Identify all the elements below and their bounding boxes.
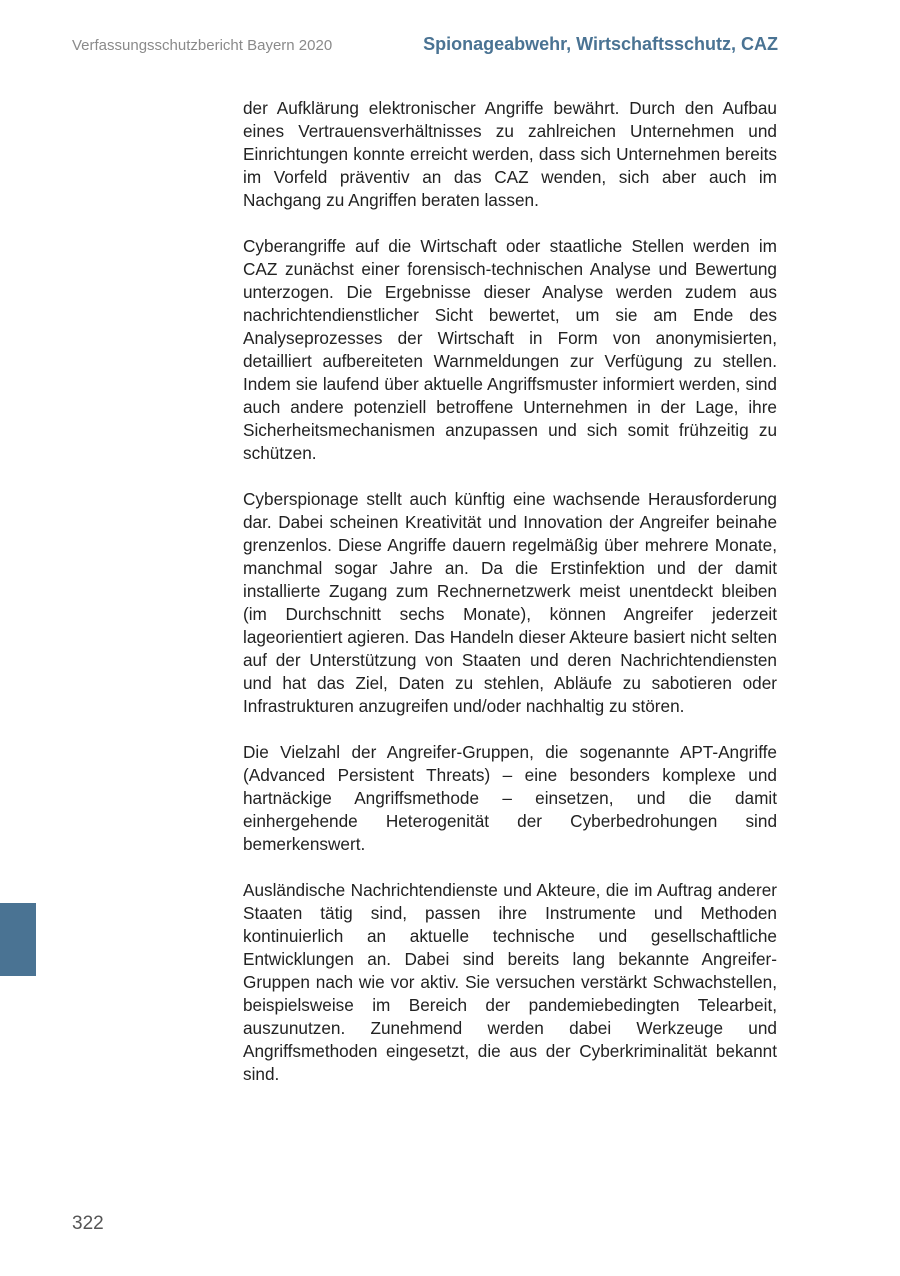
paragraph: Cyberspionage stellt auch künftig eine wachsende Herausforderung dar. Dabei scheinen Kreativität und Innovation der Angreifer beinahe grenzenlos. Diese Angriffe dauern regelmäßig über mehrere Monate, manchmal sogar Jahre an. Da die Erstinfektion und der damit installierte Zugang zum Rechnernetzwerk meist unentdeckt bleiben (im Durchschnitt sechs Monate), können Angreifer jederzeit lageorientiert agieren. Das Handeln dieser Akteure basiert nicht selten auf der Unterstützung von Staaten und deren Nachrichtendiensten und hat das Ziel, Daten zu stehlen, Abläufe zu sabotieren oder Infrastrukturen anzugreifen und/oder nachhaltig zu stören.: [243, 489, 777, 716]
paragraph: der Aufklärung elektronischer Angriffe bewährt. Durch den Aufbau eines Vertrauensverhältnisses zu zahlreichen Unternehmen und Einrichtungen konnte erreicht werden, dass sich Unternehmen bereits im Vorfeld präventiv an das CAZ wenden, sich aber auch im Nachgang zu Angriffen beraten lassen.: [243, 98, 777, 210]
body-text: [243, 97, 777, 1109]
paragraph: Cyberangriffe auf die Wirtschaft oder staatliche Stellen werden im CAZ zunächst einer forensisch-technischen Analyse und Bewertung unterzogen. Die Ergebnisse dieser Analyse werden zudem aus nachrichtendienstlicher Sicht bewertet, um sie am Ende des Analyseprozesses der Wirtschaft in Form von anonymisierten, detailliert aufbereiteten Warnmeldungen zur Verfügung zu stellen. Indem sie laufend über aktuelle Angriffsmuster informiert werden, sind auch andere potenziell betroffene Unternehmen in der Lage, ihre Sicherheitsmechanismen anzupassen und sich somit frühzeitig zu schützen.: [243, 236, 777, 463]
paragraph: Die Vielzahl der Angreifer-Gruppen, die sogenannte APT-Angriffe (Advanced Persistent Threats) – eine besonders komplexe und hartnäckige Angriffsmethode – einsetzen, und die damit einhergehende Heterogenität der Cyberbedrohungen sind bemerkenswert.: [243, 742, 777, 854]
section-title: Spionageabwehr, Wirtschaftsschutz, CAZ: [423, 34, 778, 54]
chapter-tab-marker: [0, 903, 36, 976]
running-title: Verfassungsschutzbericht Bayern 2020: [72, 37, 333, 54]
paragraph: Ausländische Nachrichtendienste und Akteure, die im Auftrag anderer Staaten tätig sind, passen ihre Instrumente und Methoden kontinuierlich an aktuelle technische und gesellschaftliche Entwicklungen an. Dabei sind bereits lang bekannte Angreifer-Gruppen nach wie vor aktiv. Sie versuchen verstärkt Schwachstellen, beispielsweise im Bereich der pandemiebedingten Telearbeit, auszunutzen. Zunehmend werden dabei Werkzeuge und Angriffsmethoden eingesetzt, die aus der Cyberkriminalität bekannt sind.: [243, 880, 777, 1084]
page-number: 322: [72, 1213, 104, 1234]
